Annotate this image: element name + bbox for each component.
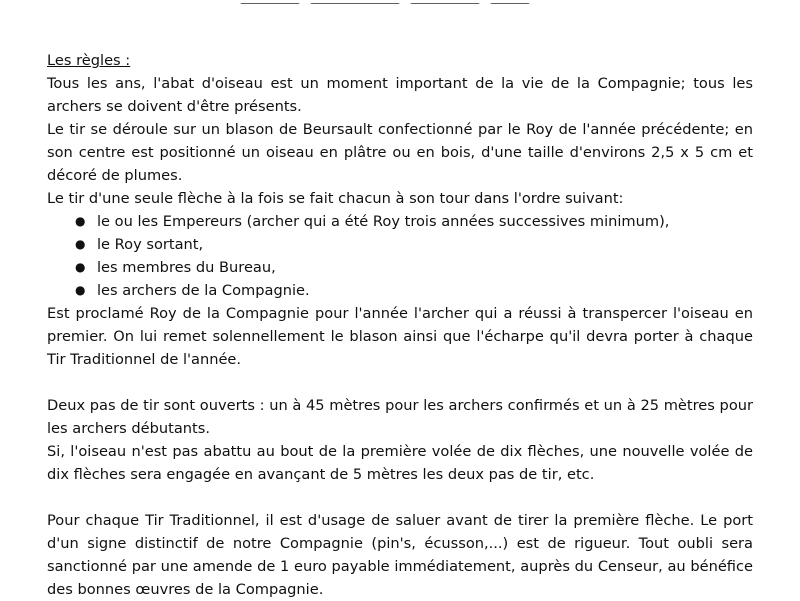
list-item [75,233,753,256]
bullet-icon: ● [75,214,86,228]
list-item [75,210,753,233]
paragraph-spacer [47,371,753,394]
paragraph-blason: Le tir se déroule sur un blason de Beursault confectionné par le Roy de l'année précédente; en son centre est positionné un oiseau en plâtre ou en bois, d'une taille d'environs 2,5 x 5 cm et décoré de plumes. [47,121,753,184]
paragraph-intro: Tous les ans, l'abat d'oiseau est un moment important de la vie de la Compagnie; tous les archers se doivent d'être présents. [47,75,753,115]
paragraph-second-volley: Si, l'oiseau n'est pas abattu au bout de la première volée de dix flèches, une nouvelle volée de dix flèches sera engagée en avançant de 5 mètres les deux pas de tir, etc. [47,443,753,483]
bullet-icon: ● [75,260,86,274]
shooting-order-list [47,210,753,302]
list-item-text: le Roy sortant, [97,236,204,253]
paragraph-spacer [47,486,753,509]
paragraph-etiquette: Pour chaque Tir Traditionnel, il est d'usage de saluer avant de tirer la première flèche. Le port d'un signe distinctif de notre Compagnie (pin's, écusson,...) est de rigueur. Tout oubli sera sanctionné par une amende de 1 euro payable immédiatement, auprès du Censeur, au bénéfice des bonnes œuvres de la Compagnie. [47,512,753,598]
paragraph-shooting-distances: Deux pas de tir sont ouverts : un à 45 mètres pour les archers confirmés et un à 25 mètres pour les archers débutants. [47,397,753,437]
list-item [75,256,753,279]
list-item-text: le ou les Empereurs (archer qui a été Roy trois années successives minimum), [97,213,670,230]
list-item-text: les archers de la Compagnie. [97,282,310,299]
section-heading: Les règles : [47,52,131,69]
bullet-icon: ● [75,237,86,251]
bullet-icon: ● [75,283,86,297]
document-body [47,49,753,601]
list-item-text: les membres du Bureau, [97,259,276,276]
cropped-title-fragment [240,0,560,4]
paragraph-roy-proclamation: Est proclamé Roy de la Compagnie pour l'année l'archer qui a réussi à transpercer l'oiseau en premier. On lui remet solennellement le blason ainsi que l'écharpe qu'il devra porter à chaque Tir Traditionnel de l'année. [47,305,753,368]
paragraph-order-intro: Le tir d'une seule flèche à la fois se fait chacun à son tour dans l'ordre suivant: [47,190,624,207]
list-item [75,279,753,302]
